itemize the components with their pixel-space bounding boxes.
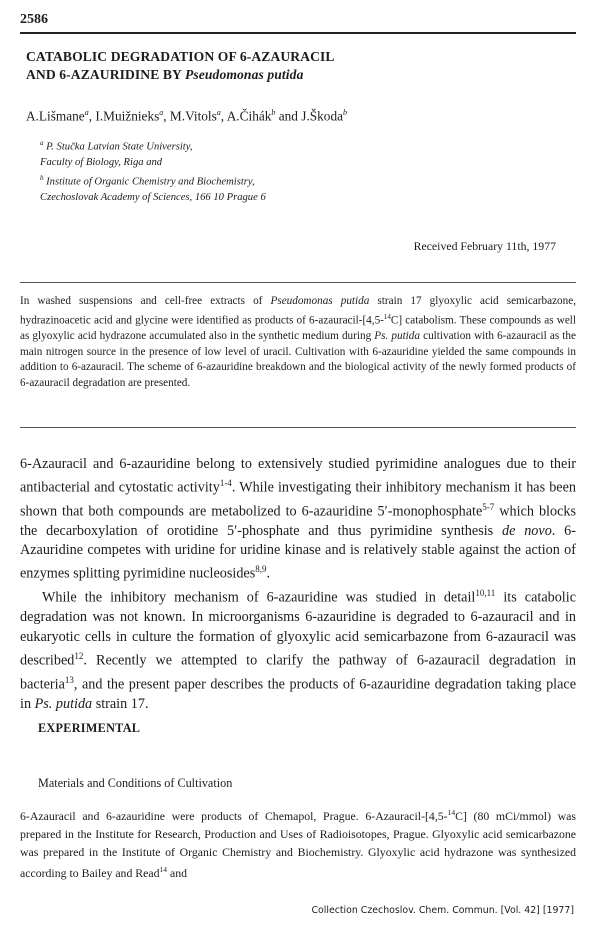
affil-line: P. Stučka Latvian State University, <box>46 141 193 153</box>
abstract <box>20 294 576 391</box>
body-text: . 6-Azauridine competes with uridine for uridine kinase and is relatively stable against the action of enzymes splitting pyrimidine nucleosides <box>20 523 576 583</box>
header-rule <box>20 32 576 34</box>
author-name: A.Čihák <box>226 108 272 124</box>
organism-name: Ps. putida <box>374 329 420 342</box>
author-affil-mark: a <box>84 108 89 117</box>
title-line-2 <box>26 66 335 84</box>
author-affil-mark: b <box>343 108 348 117</box>
author-list <box>26 108 347 124</box>
author-affil-mark: b <box>271 108 276 117</box>
isotope-mass: 14 <box>383 312 391 321</box>
author-name: J.Škoda <box>301 108 344 124</box>
body-text: C] (80 mCi/mmol) was prepared in the Institute for Research, Production and Uses of Radioisotopes, Prague. Glyoxylic acid semicarbazone was prepared in the Institute of Organic Chemistry and Biochemistry. Glyoxylic acid hydrazone was synthesized according to Bailey and Read <box>20 808 576 881</box>
body-text: 6-Azauracil and 6-azauridine were products of Chemapol, Prague. 6-Azauracil-[4,5- <box>20 808 448 823</box>
author-separator: , <box>163 108 170 124</box>
body-text: . While investigating their inhibitory mechanism it has been shown that both compounds are metabolized to 6-azauridine 5′-monophosphate <box>20 479 576 520</box>
intro-paragraph-2 <box>20 584 576 713</box>
citation: 13 <box>64 674 74 685</box>
author-name: M.Vitols <box>169 108 217 124</box>
body-text: its catabolic degradation was not known. In microorganisms 6-azauridine is degraded to 6-azauracil and in eukaryotic cells in culture the formation of glyoxylic acid semicarbazone from 6-azauracil was described <box>20 590 576 669</box>
affil-line: Faculty of Biology, Riga and <box>40 157 163 169</box>
abstract-bottom-rule <box>20 427 576 428</box>
citation: 8,9 <box>255 564 267 575</box>
affil-mark: a <box>40 139 44 147</box>
body-text: which blocks the decarboxylation of orotidine 5′-phosphate and thus pyrimidine synthesis <box>20 503 577 540</box>
author-separator: , <box>88 108 96 124</box>
author-separator: , <box>220 108 227 124</box>
abstract-text: strain 17 glyoxylic acid semicarbazone, hydrazinoacetic acid and glycine were identified as products of 6-azauracil-[4,5- <box>20 295 577 327</box>
citation: 5-7 <box>482 502 495 513</box>
author-affil-mark: a <box>216 108 221 117</box>
abstract-text: C] catabolism. These compounds as well as glyoxylic acid hydrazone accumulated also in the synthetic medium during <box>20 314 577 342</box>
affil-mark: b <box>40 173 44 182</box>
citation: 14 <box>159 865 168 875</box>
affiliation-a <box>40 136 266 155</box>
latin-term: de novo <box>502 523 552 540</box>
intro-paragraph-1 <box>20 455 576 584</box>
page-number: 2586 <box>20 12 48 27</box>
body-text: strain 17. <box>92 695 149 712</box>
citation: 1-4 <box>219 478 232 489</box>
author-name: A.Lišmane <box>26 108 85 124</box>
affil-line: Institute of Organic Chemistry and Biochemistry, <box>46 176 255 188</box>
section-heading-experimental: EXPERIMENTAL <box>38 721 141 735</box>
isotope-mass: 14 <box>447 808 456 817</box>
introduction <box>20 455 576 714</box>
affiliations <box>40 136 266 205</box>
organism-name: Pseudomonas putida <box>270 295 370 307</box>
article-title <box>26 48 335 84</box>
author-name: I.Muižnieks <box>95 108 160 124</box>
subsection-heading-materials: Materials and Conditions of Cultivation <box>38 776 233 790</box>
body-text: While the inhibitory mechanism of 6-azauridine was studied in detail <box>42 590 476 607</box>
author-separator: and <box>275 108 302 124</box>
received-date: Received February 11th, 1977 <box>413 239 556 253</box>
affiliation-b <box>40 171 266 190</box>
body-text: and <box>167 866 188 881</box>
title-line-1: CATABOLIC DEGRADATION OF 6-AZAURACIL <box>26 49 335 64</box>
author-affil-mark: a <box>159 108 164 117</box>
abstract-text: In washed suspensions and cell-free extracts of <box>20 295 271 307</box>
body-text: . <box>266 566 271 583</box>
body-text: 6-Azauracil and 6-azauridine belong to extensively studied pyrimidine analogues due to their antibacterial and cytostatic activity <box>20 456 576 496</box>
abstract-text: cultivation with 6-azauracil as the main nitrogen source in the presence of low level of uracil. Cultivation with 6-azauridine yielded the same compounds in addition to 6-azauracil. The scheme of 6-azauridine breakdown and the biological activity of the newly formed products of 6-azauracil degradation are presented. <box>20 329 576 389</box>
citation: 12 <box>74 650 84 661</box>
journal-footer: Collection Czechoslov. Chem. Commun. [Vol. 42] [1977] <box>311 905 574 916</box>
methods-text <box>20 804 576 883</box>
affil-line: Czechoslovak Academy of Sciences, 166 10 Prague 6 <box>40 191 266 203</box>
citation: 10,11 <box>475 588 496 599</box>
body-text: , and the present paper describes the products of 6-azauridine degradation taking place in <box>20 676 576 712</box>
organism-name: Ps. putida <box>34 695 93 712</box>
title-line-2-prefix: AND 6-AZAURIDINE BY <box>26 67 185 82</box>
body-text: . Recently we attempted to clarify the pathway of 6-azauracil degradation in bacteria <box>20 652 576 693</box>
title-organism: Pseudomonas putida <box>184 67 304 82</box>
abstract-top-rule <box>20 282 576 283</box>
